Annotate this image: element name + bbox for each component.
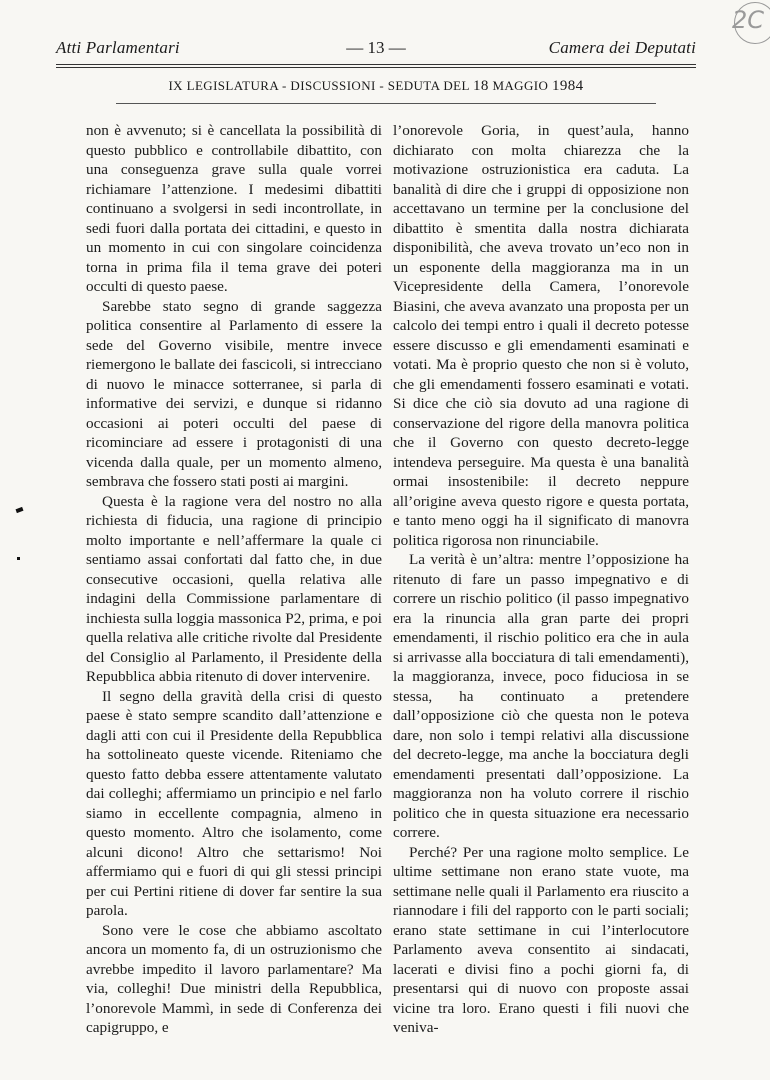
paragraph: Sarebbe stato segno di grande saggezza politica consentire al Parlamento di essere la sede del Governo visibile, mentre invece riemergono le ballate dei fascicoli, si intrecciano di nuovo le minacce sotterranee, si parla di informative dei servizi, e dunque si ridanno occasioni ai poteri occulti del paese di ricominciare ad essere i protagonisti di una vicenda dalla quale, per un momento almeno, sembrava che fossero stati posti ai margini. <box>86 297 382 490</box>
paragraph: Perché? Per una ragione molto semplice. Le ultime settimane non erano state vuote, ma settimane nelle quali il Parlamento era riuscito a riannodare i fili del rapporto con le parti sociali; erano state settimane in cui l’interlocutore Parlamento aveva consentito ai sindacati, lacerati e divisi fino a pochi giorni fa, di presentarsi qui di nuovo con proposte assai vicine tra loro. Erano questi i fili nuovi che veniva- <box>393 843 689 1036</box>
stamp-mark: 2C <box>731 6 764 34</box>
paragraph: l’onorevole Goria, in quest’aula, hanno dichiarato con molta chiarezza che la motivazione ostruzionistica era caduta. La banalità di dire che i gruppi di opposizione non accettavano un termine per la conclusione del dibattito è smentita dalla nostra dichiarata disponibilità, che aveva trovato un’eco non in un esponente della maggioranza ma in un Vicepresidente della Camera, l’onorevole Biasini, che aveva avanzato una proposta per un calcolo dei tempi entro i quali il decreto potesse essere discusso e gli emendamenti esaminati e votati. Ma è proprio questo che non si è voluto, che gli emendamenti fossero esaminati e votati. Si dice che ciò sia dovuto ad una ragione di conservazione del rigore della manovra politica che il Governo con questo decreto-legge intendeva perseguire. Ma questa è una banalità ormai insostenibile: il decreto neppure all’origine aveva questo rigore e questa portata, e tanto meno oggi ha il significato di manovra politica rigorosa non rinunciabile. <box>393 122 689 549</box>
session-month: MAGGIO <box>492 78 549 93</box>
session-year: 1984 <box>551 78 584 94</box>
page-header <box>56 38 696 62</box>
header-publication: Atti Parlamentari <box>56 38 180 57</box>
margin-mark <box>17 557 20 560</box>
session-prefix: IX LEGISLATURA - DISCUSSIONI - SEDUTA DEL <box>168 78 470 93</box>
paragraph: non è avvenuto; si è cancellata la possibilità di questo pubblico e controllabile dibattito, con una conseguenza grave sulla quale vorrei richiamare l’attenzione. I medesimi dibattiti continuano a svolgersi in sedi incontrollate, in sedi fuori dalla portata dei cittadini, e questo in un momento in cui con singolare coincidenza torna in prima fila il tema grave dei poteri occulti di questo paese. <box>86 122 382 295</box>
paragraph: Sono vere le cose che abbiamo ascoltato ancora un momento fa, di un ostruzionismo che avrebbe impedito il lavoro parlamentare? Ma via, colleghi! Due ministri della Repubblica, l’onorevole Mammì, in sede di Conferenza dei capigruppo, e <box>86 921 382 1036</box>
session-day: 18 <box>472 78 489 94</box>
header-rule-top <box>56 64 696 65</box>
paragraph: La verità è un’altra: mentre l’opposizione ha ritenuto di fare un passo impegnativo e di correre un rischio politico (il passo impegnativo era la rinuncia alla gran parte dei propri emendamenti, il rischio politico era che in aula si arrivasse alla bocciatura di tali emendamenti), la maggioranza, invece, poco fiduciosa in se stessa, ha continuato a pretendere dall’opposizione ciò che questa non le poteva dare, non solo i tempi relativi alla discussione del decreto-legge, ma anche la bocciatura degli emendamenti presentati dall’opposizione. La maggioranza non ha voluto correre il rischio politico che in questa situazione era necessario correre. <box>393 551 689 841</box>
paragraph: Il segno della gravità della crisi di questo paese è stato sempre scandito dall’attenzione e dagli atti con cui il Presidente della Repubblica ha sottolineato queste vicende. Riteniamo che questo fatto debba essere attentamente valutato dai colleghi; affermiamo un principio e nel farlo siamo in eccellente compagnia, almeno in questo momento. Altro che isolamento, come alcuni dicono! Altro che settarismo! Noi affermiamo qui e fuori di qui gli stessi principi per cui Pertini ritiene di dover far sentire la sua parola. <box>86 687 382 919</box>
text-column-right <box>393 121 689 1038</box>
subheader-rule <box>116 103 656 104</box>
header-chamber: Camera dei Deputati <box>548 38 696 57</box>
session-subheader <box>56 78 696 95</box>
text-column-left <box>86 121 382 1038</box>
header-page-number: — 13 — <box>346 38 406 57</box>
margin-mark <box>16 507 24 513</box>
header-rule-bottom <box>56 67 696 68</box>
paragraph: Questa è la ragione vera del nostro no alla richiesta di fiducia, una ragione di principio molto importante e nell’affermare la quale ci sentiamo assai confortati dal fatto che, in due consecutive occasioni, quella relativa alle indagini della Commissione parlamentare di inchiesta sulla loggia massonica P2, prima, e poi quella relativa alle critiche rivolte dal Presidente del Consiglio al Parlamento, il Presidente della Repubblica abbia ritenuto di dover intervenire. <box>86 492 382 685</box>
